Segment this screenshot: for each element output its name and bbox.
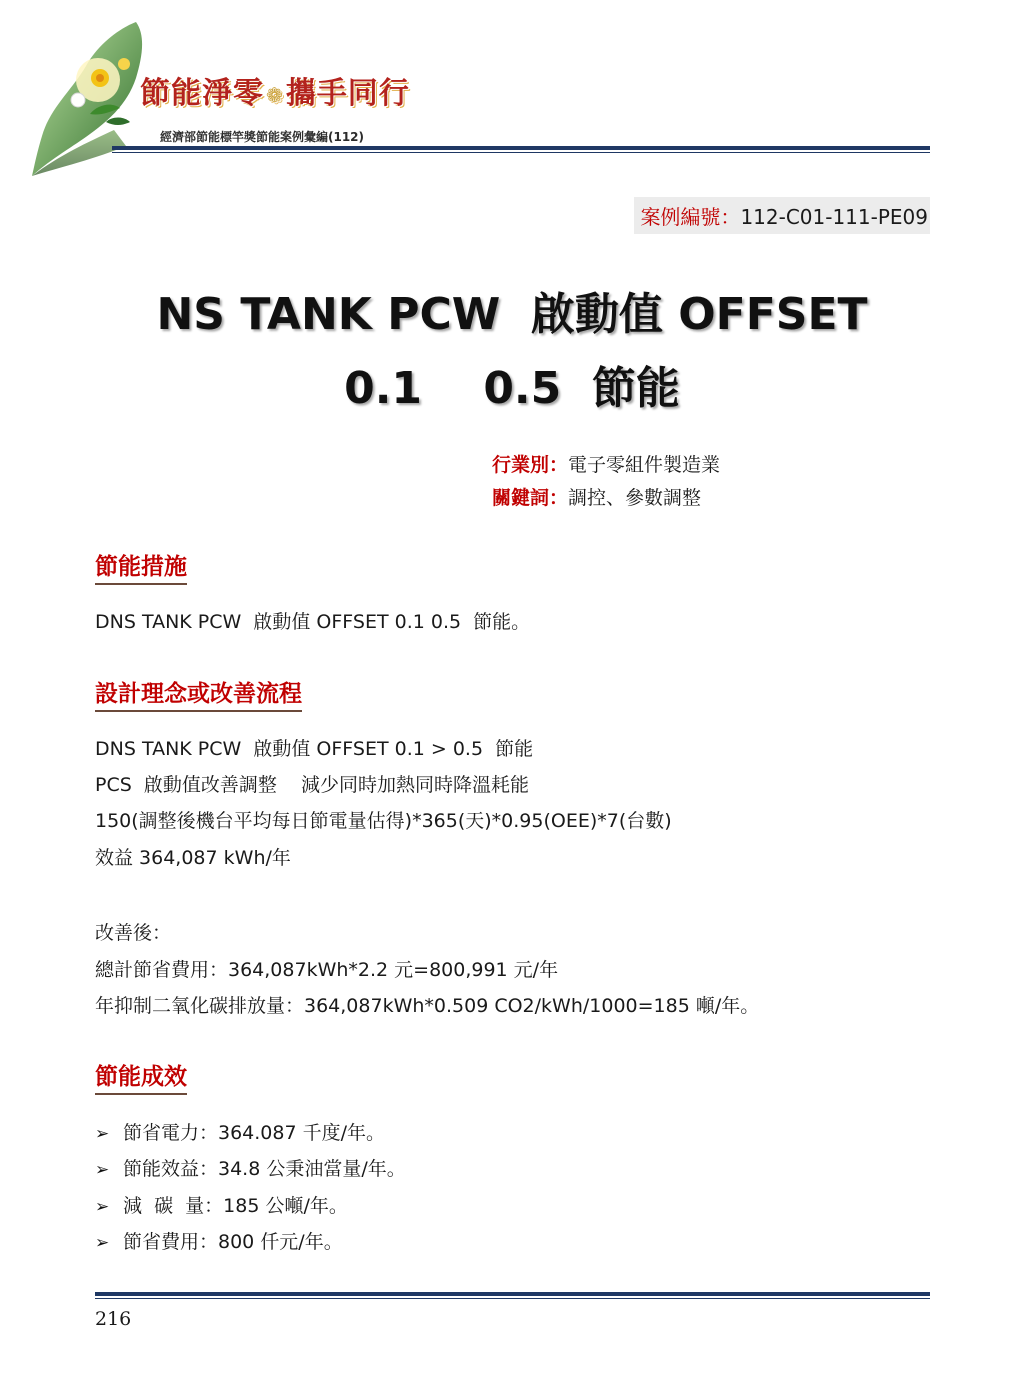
design-line: 總計節省費用：364,087kWh*2.2 元=800,991 元/年 (95, 959, 559, 981)
header-divider (112, 146, 930, 150)
design-line: 年抑制二氧化碳排放量：364,087kWh*0.509 CO2/kWh/1000=185 噸/年。 (95, 995, 760, 1017)
header-subtitle: 經濟部節能標竿獎節能案例彙編(112) (160, 130, 365, 144)
list-item (95, 1154, 406, 1181)
case-number-label: 案例編號： (640, 205, 741, 229)
result-text: 減 碳 量：185 公噸/年。 (123, 1195, 348, 1217)
page-title-line2: 0.1 0.5 節能 (344, 363, 680, 414)
result-text: 節省電力：364.087 千度/年。 (123, 1122, 386, 1144)
brand-slogan-right: 攜手同行 (285, 76, 410, 111)
list-item (95, 1191, 348, 1218)
design-line: DNS TANK PCW 啟動值 OFFSET 0.1 > 0.5 節能 (95, 738, 534, 760)
header-divider-thin (112, 152, 930, 153)
page-number: 216 (95, 1308, 132, 1330)
keywords-row (492, 483, 701, 510)
result-text: 節省費用：800 仟元/年。 (123, 1231, 343, 1253)
result-text: 節能效益：34.8 公秉油當量/年。 (123, 1158, 406, 1180)
industry-row (492, 450, 720, 477)
list-item (95, 1227, 343, 1254)
design-line: 150(調整後機台平均每日節電量估得)*365(天)*0.95(OEE)*7(台數) (95, 810, 672, 832)
list-item (95, 1118, 385, 1145)
industry-value: 電子零組件製造業 (568, 454, 721, 476)
design-line: 效益 364,087 kWh/年 (95, 847, 291, 869)
case-number-value: 112-C01-111-PE09 (740, 205, 928, 229)
industry-label: 行業別： (492, 454, 569, 476)
section-heading-measures: 節能措施 (95, 548, 187, 585)
brand-slogan-left: 節能淨零 (140, 76, 264, 111)
section-heading-design: 設計理念或改善流程 (95, 675, 302, 712)
case-number-box (634, 197, 930, 234)
arrow-bullet-icon: ➢ (95, 1124, 110, 1144)
measures-text: DNS TANK PCW 啟動值 OFFSET 0.1 0.5 節能。 (95, 611, 531, 633)
design-line: 改善後： (95, 922, 172, 944)
arrow-bullet-icon: ➢ (95, 1160, 110, 1180)
section-heading-results: 節能成效 (95, 1058, 187, 1095)
keywords-value: 調控、參數調整 (568, 487, 702, 509)
arrow-bullet-icon: ➢ (95, 1233, 110, 1253)
flower-divider-icon: ❁ (266, 82, 284, 107)
footer-divider-thin (95, 1298, 930, 1299)
page-title-line1: NS TANK PCW 啟動值 OFFSET (156, 289, 868, 340)
arrow-bullet-icon: ➢ (95, 1197, 110, 1217)
footer-divider (95, 1292, 930, 1296)
brand-slogan (140, 68, 410, 112)
design-line: PCS 啟動值改善調整 減少同時加熱同時降溫耗能 (95, 774, 530, 796)
keywords-label: 關鍵詞： (492, 487, 569, 509)
